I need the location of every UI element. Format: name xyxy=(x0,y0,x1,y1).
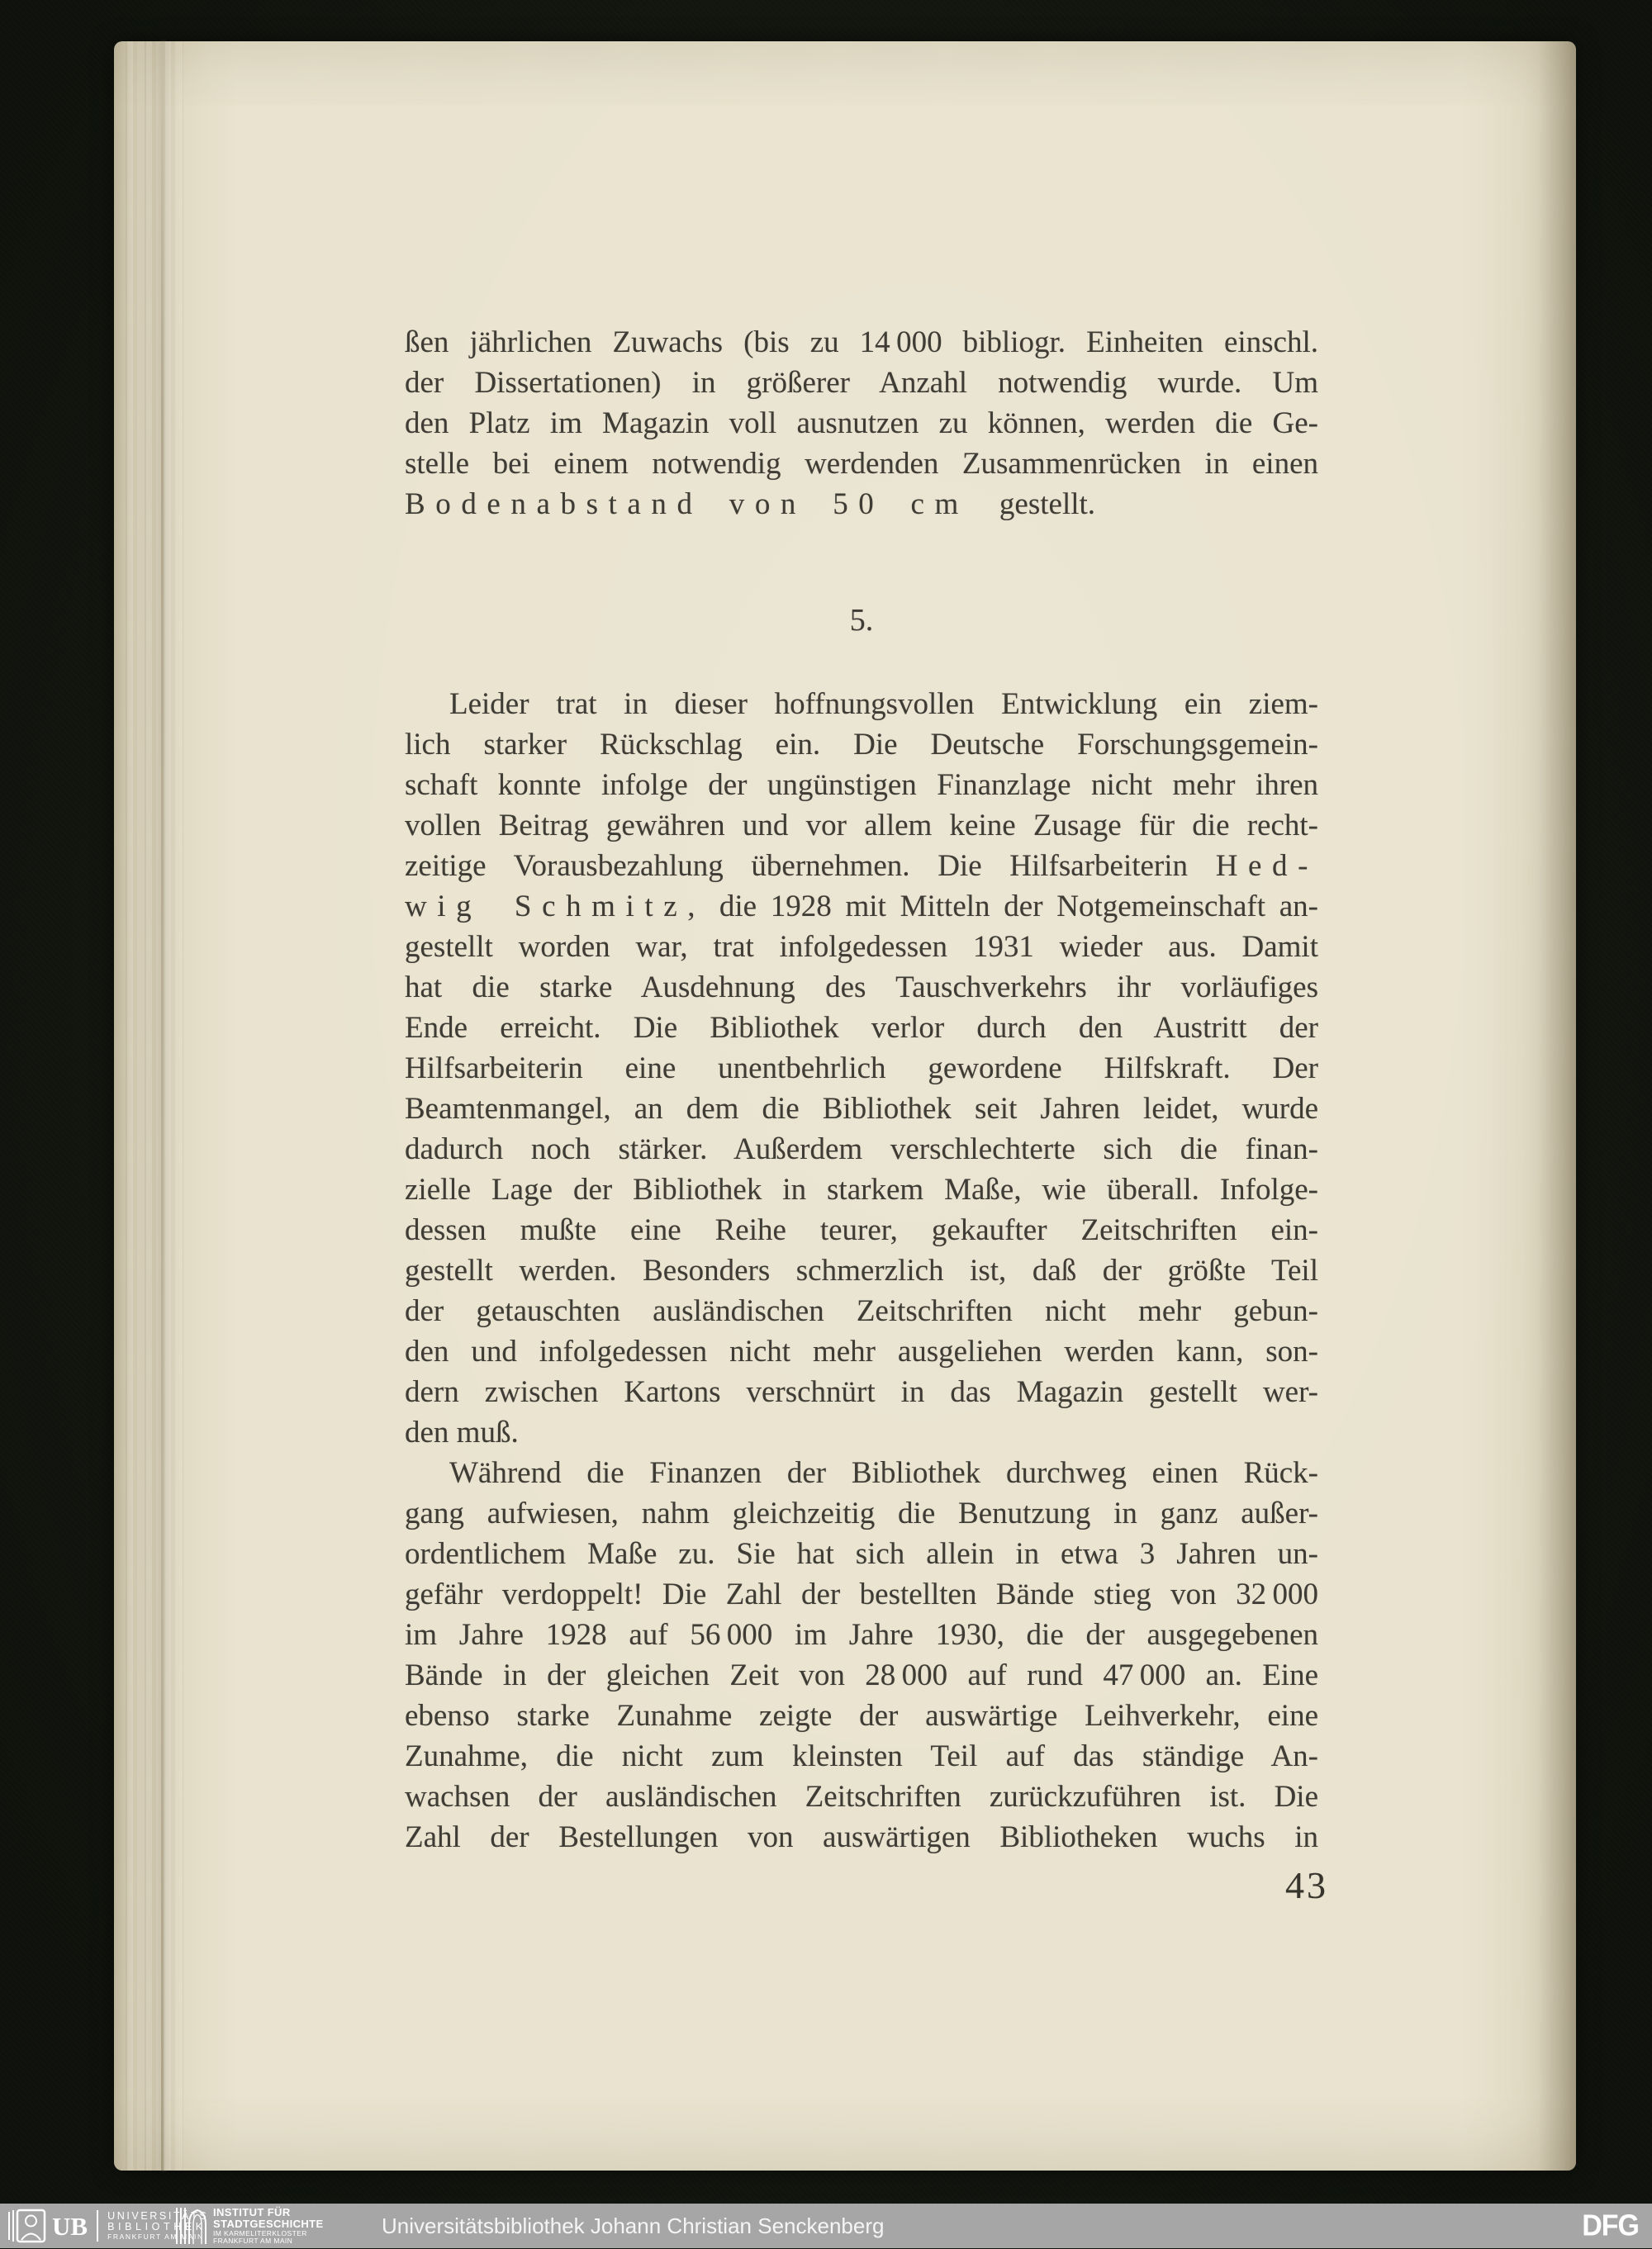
ub-logo-divider xyxy=(97,2210,98,2242)
page-right-edge-shadow xyxy=(1538,41,1576,2171)
paragraph xyxy=(405,1453,1318,1858)
text-line xyxy=(405,1655,1318,1696)
body-text: stelle bei einem notwendig werdenden Zusammenrücken in einen xyxy=(405,447,1318,481)
letterspaced-text: wig Schmitz, xyxy=(405,890,706,923)
text-line xyxy=(405,805,1318,846)
body-text: dessen mußte eine Reihe teurer, gekaufter Zeitschriften ein- xyxy=(405,1213,1318,1247)
body-text: den Platz im Magazin voll ausnutzen zu können, werden die Ge- xyxy=(405,406,1318,440)
text-line xyxy=(405,1615,1318,1655)
body-text: Beamtenmangel, an dem die Bibliothek seit Jahren leidet, wurde xyxy=(405,1092,1318,1126)
body-text: gefähr verdoppelt! Die Zahl der bestellten Bände stieg von 32 000 xyxy=(405,1578,1318,1611)
text-line xyxy=(405,444,1318,484)
institut-stadtgeschichte-logo[interactable] xyxy=(175,2204,324,2248)
text-line xyxy=(405,1170,1318,1210)
body-text: im Jahre 1928 auf 56 000 im Jahre 1930, die der ausgegebenen xyxy=(405,1618,1318,1652)
text-line xyxy=(405,724,1318,765)
text-line xyxy=(405,1129,1318,1170)
text-line xyxy=(405,1250,1318,1291)
body-text: der getauschten ausländischen Zeitschriften nicht mehr gebun- xyxy=(405,1294,1318,1328)
body-text: Bände in der gleichen Zeit von 28 000 auf rund 47 000 an. Eine xyxy=(405,1658,1318,1692)
ub-logo-line2: BIBLIOTHEK xyxy=(107,2221,206,2233)
body-text: wachsen der ausländischen Zeitschriften zurückzuführen ist. Die xyxy=(405,1780,1318,1814)
body-text: ebenso starke Zunahme zeigte der auswärtige Leihverkehr, eine xyxy=(405,1699,1318,1733)
body-text: Zahl der Bestellungen von auswärtigen Bibliotheken wuchs in xyxy=(405,1820,1318,1854)
text-line xyxy=(405,1777,1318,1817)
body-text: ßen jährlichen Zuwachs (bis zu 14 000 bibliogr. Einheiten einschl. xyxy=(405,325,1318,359)
body-text: hat die starke Ausdehnung des Tauschverkehrs ihr vorläufiges xyxy=(405,970,1318,1004)
paragraph xyxy=(405,322,1318,524)
body-text: Leider trat in dieser hoffnungsvollen Entwicklung ein ziem- xyxy=(449,687,1318,721)
body-text: vollen Beitrag gewähren und vor allem keine Zusage für die recht- xyxy=(405,809,1318,842)
text-line xyxy=(405,1331,1318,1372)
body-text: gestellt. xyxy=(968,487,1096,521)
text-line xyxy=(405,1291,1318,1331)
karmeliterkloster-arch-icon xyxy=(175,2208,206,2244)
body-text: dern zwischen Kartons verschnürt in das Magazin gestellt wer- xyxy=(405,1375,1318,1409)
institut-logo-line4: FRANKFURT AM MAIN xyxy=(213,2237,293,2246)
paragraph xyxy=(405,684,1318,1453)
institut-logo-line1: INSTITUT FÜR xyxy=(213,2205,291,2218)
text-line xyxy=(405,1696,1318,1736)
text-line xyxy=(405,684,1318,724)
body-text: den muß. xyxy=(405,1416,519,1450)
body-text: den und infolgedessen nicht mehr ausgeliehen werden kann, son- xyxy=(405,1335,1318,1369)
book-page xyxy=(114,41,1576,2171)
footer-bar xyxy=(0,2204,1652,2248)
body-text: gestellt worden war, trat infolgedessen 1931 wieder aus. Damit xyxy=(405,930,1318,964)
letterspaced-text: Bodenabstand von 50 cm xyxy=(405,487,969,521)
text-line xyxy=(405,1089,1318,1129)
paragraph-container-bottom xyxy=(405,684,1318,1858)
body-text: Während die Finanzen der Bibliothek durchweg einen Rück- xyxy=(449,1456,1318,1490)
text-line xyxy=(405,1534,1318,1574)
text-line xyxy=(405,363,1318,403)
dfg-logo[interactable]: DFG xyxy=(1582,2209,1639,2242)
text-line xyxy=(405,927,1318,967)
text-line xyxy=(405,1453,1318,1493)
body-text: Zunahme, die nicht zum kleinsten Teil auf das ständige An- xyxy=(405,1739,1318,1773)
page-number: 43 xyxy=(1285,1864,1328,1906)
institut-logo-line2: STADTGESCHICHTE xyxy=(213,2217,324,2230)
body-text: ordentlichem Maße zu. Sie hat sich allein in etwa 3 Jahren un- xyxy=(405,1537,1318,1571)
body-text: dadurch noch stärker. Außerdem verschlechterte sich die finan- xyxy=(405,1132,1318,1166)
body-text: gang aufwiesen, nahm gleichzeitig die Benutzung in ganz außer- xyxy=(405,1497,1318,1530)
body-text: schaft konnte infolge der ungünstigen Finanzlage nicht mehr ihren xyxy=(405,768,1318,802)
body-text: gestellt werden. Besonders schmerzlich ist, daß der größte Teil xyxy=(405,1254,1318,1288)
text-line xyxy=(405,322,1318,363)
text-line xyxy=(405,1008,1318,1048)
text-line xyxy=(405,1412,1318,1453)
text-line xyxy=(405,886,1318,927)
library-name-label: Universitätsbibliothek Johann Christian Senckenberg xyxy=(382,2213,885,2238)
body-text: zielle Lage der Bibliothek in starkem Maße, wie überall. Infolge- xyxy=(405,1173,1318,1207)
letterspaced-text: Hed- xyxy=(1215,849,1318,883)
text-line xyxy=(405,765,1318,805)
body-text: Hilfsarbeiterin eine unentbehrlich gewordene Hilfskraft. Der xyxy=(405,1051,1318,1085)
page-gutter-edge xyxy=(126,41,183,2171)
text-line xyxy=(405,1048,1318,1089)
ub-logo-line1: UNIVERSITÄTS xyxy=(107,2209,209,2222)
text-line xyxy=(405,484,1318,524)
text-line xyxy=(405,1493,1318,1534)
text-line xyxy=(405,846,1318,886)
body-text: der Dissertationen) in größerer Anzahl notwendig wurde. Um xyxy=(405,366,1318,400)
text-line xyxy=(405,1210,1318,1250)
text-line xyxy=(405,967,1318,1008)
paragraph-container-top xyxy=(405,322,1318,524)
page-text xyxy=(405,322,1318,1858)
ub-logo-line3: FRANKFURT AM MAIN xyxy=(107,2232,204,2241)
page-crease-line xyxy=(161,41,164,2171)
ub-abbr-label: UB xyxy=(52,2211,88,2241)
text-line xyxy=(405,1817,1318,1858)
institut-logo-line3: IM KARMELITERKLOSTER xyxy=(213,2228,307,2237)
text-line xyxy=(405,1372,1318,1412)
ub-portrait-icon xyxy=(7,2209,46,2243)
body-text: lich starker Rückschlag ein. Die Deutsche Forschungsgemein- xyxy=(405,728,1318,762)
text-line xyxy=(405,403,1318,444)
text-line xyxy=(405,1574,1318,1615)
body-text: die 1928 mit Mitteln der Notgemeinschaft an- xyxy=(705,890,1318,923)
text-line xyxy=(405,1736,1318,1777)
section-heading: 5. xyxy=(849,603,874,638)
body-text: zeitige Vorausbezahlung übernehmen. Die Hilfsarbeiterin xyxy=(405,849,1216,883)
body-text: Ende erreicht. Die Bibliothek verlor durch den Austritt der xyxy=(405,1011,1318,1045)
